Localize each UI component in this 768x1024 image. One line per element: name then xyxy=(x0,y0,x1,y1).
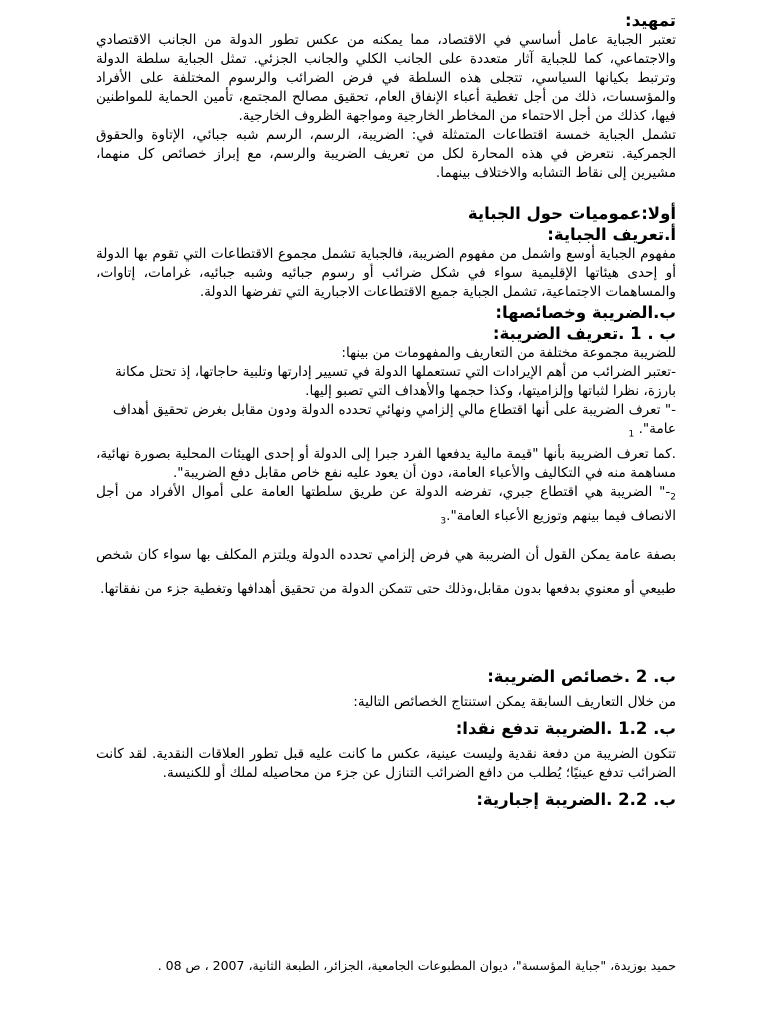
definition-4-text: -" الضريبة هي اقتطاع جبري، تفرضه الدولة عن طريق سلطتها العامة على أموال الأفراد من أجل الانصاف فيما بينهم وتوزيع الأعباء العامة". xyxy=(96,483,676,525)
tax-mandatory-heading: ب. 2.2 .الضريبة إجبارية: xyxy=(476,790,676,810)
definitions-intro: للضريبة مجموعة مختلفة من التعاريف والمفهومات من بينها: xyxy=(341,345,676,361)
tax-definition-heading: ب . 1 .تعريف الضريبة: xyxy=(492,324,676,343)
definition-2: -" تعرف الضريبة على أنها اقتطاع مالي إلزامي ونهائي تحدده الدولة ودون مقابل بغرض تحقيق أهداف xyxy=(112,402,676,418)
footnote-marker-3: 3 xyxy=(440,517,447,528)
footnote-marker-1: 1 xyxy=(628,429,635,440)
definition-2-end-text: عامة". xyxy=(638,421,676,437)
definition-3: .كما تعرف الضريبة بأنها "قيمة مالية يدفعها الفرد جبرا إلى الدولة أو إحدى الهيئات المحلية بصورة نهائية، مساهمة منه في التكاليف والأعباء العامة، دون أن يعود عليه نفع خاص مقابل دفع الضريبة". xyxy=(96,445,676,481)
intro-heading: تمهيد: xyxy=(624,11,676,30)
tax-paid-cash-heading: ب. 1.2 .الضريبة تدفع نقدا: xyxy=(455,719,676,739)
tax-and-features-heading: ب.الضريبة وخصائصها: xyxy=(495,303,676,322)
definition-1: -تعتبر الضرائب من أهم الإيرادات التي تستعملها الدولة في تسيير إدارتها وتلبية حاجاتها، إذ تحتل مكانة xyxy=(114,364,676,380)
section1-heading: أولا:عموميات حول الجباية xyxy=(467,204,676,223)
tax-features-intro: من خلال التعاريف السابقة يمكن استنتاج الخصائص التالية: xyxy=(353,694,676,711)
intro-paragraph-2: تشمل الجباية خمسة اقتطاعات المتمثلة في: الضريبة، الرسم، الرسم شبه جبائي، الإتاوة والحقوق الجمركية. نتعرض في هذه المحارة لكل من تعريف الضريبة والرسم، مع إبراز خصائص كل منهما، مشيرين إلى نقاط التشابه والاختلاف بينهما. xyxy=(96,127,676,181)
footnote-marker-2: 2 xyxy=(670,492,676,503)
taxation-definition-text: مفهوم الجباية أوسع واشمل من مفهوم الضريبة، فالجباية تشمل مجموع الاقتطاعات التي تقوم بها الدولة أو إحدى هيئاتها الإقليمية سواء في شكل ضرائب أو رسوم جبائيه وشبه جبائيه، غرامات، إتاوات، والمساهمات الاجتماعية، تشمل الجباية جميع الاقتطاعات الاجبارية التي تفرضها الدولة. xyxy=(96,246,676,300)
definition-2-end xyxy=(96,420,676,445)
intro-paragraph-1: تعتبر الجباية عامل أساسي في الاقتصاد، مما يمكنه من عكس تطور الدولة من الجانب الاقتصادي والاجتماعي، كما للجباية آثار متعددة على الجانب الكلي والجانب الجزئي. تمثل الجباية سلطة الدولة وترتبط بكيانها السياسي، تتجلى هذه السلطة في فرض الضرائب والرسوم المختلفة على الأفراد والمؤسسات، ذلك من أجل تغطية أعباء الإنفاق العام، تحقيق مصالح المجتمع، تأمين الحماية للمواطنين فيها، كذلك من أجل الاحتماء من المخاطر الخارجية ومواجهة الظروف الخارجية. xyxy=(96,32,676,124)
taxation-definition-heading: أ.تعريف الجباية: xyxy=(547,225,676,244)
definition-1-continued: بارزة، نظرا لثباتها وإلزاميتها، وكذا حجمها والأهداف التي تصبو إليها. xyxy=(305,383,676,399)
tax-features-heading: ب. 2 .خصائص الضريبة: xyxy=(487,667,676,687)
summary-paragraph: بصفة عامة يمكن القول أن الضريبة هي فرض إلزامي تحدده الدولة ويلتزم المكلف بها سواء كان شخص طبيعي أو معنوي بدفعها بدون مقابل،وذلك حتى تتمكن الدولة من تحقيق أهدافها وتغطية جزء من نفقاتها. xyxy=(96,547,676,598)
tax-paid-cash-text: تتكون الضريبة من دفعة نقدية وليست عينية، عكس ما كانت عليه قبل تطور العلاقات النقدية. لقد كانت الضرائب تدفع عينيًا؛ يُطلب من دافع الضرائب التنازل عن جزء من محاصيله لملك أو للكنيسة. xyxy=(96,746,676,782)
footnote: حميد بوزيدة، "جباية المؤسسة"، ديوان المطبوعات الجامعية، الجزائر، الطبعة الثانية، 2007 ، ص 08 . xyxy=(157,958,676,973)
definition-4 xyxy=(96,483,676,532)
